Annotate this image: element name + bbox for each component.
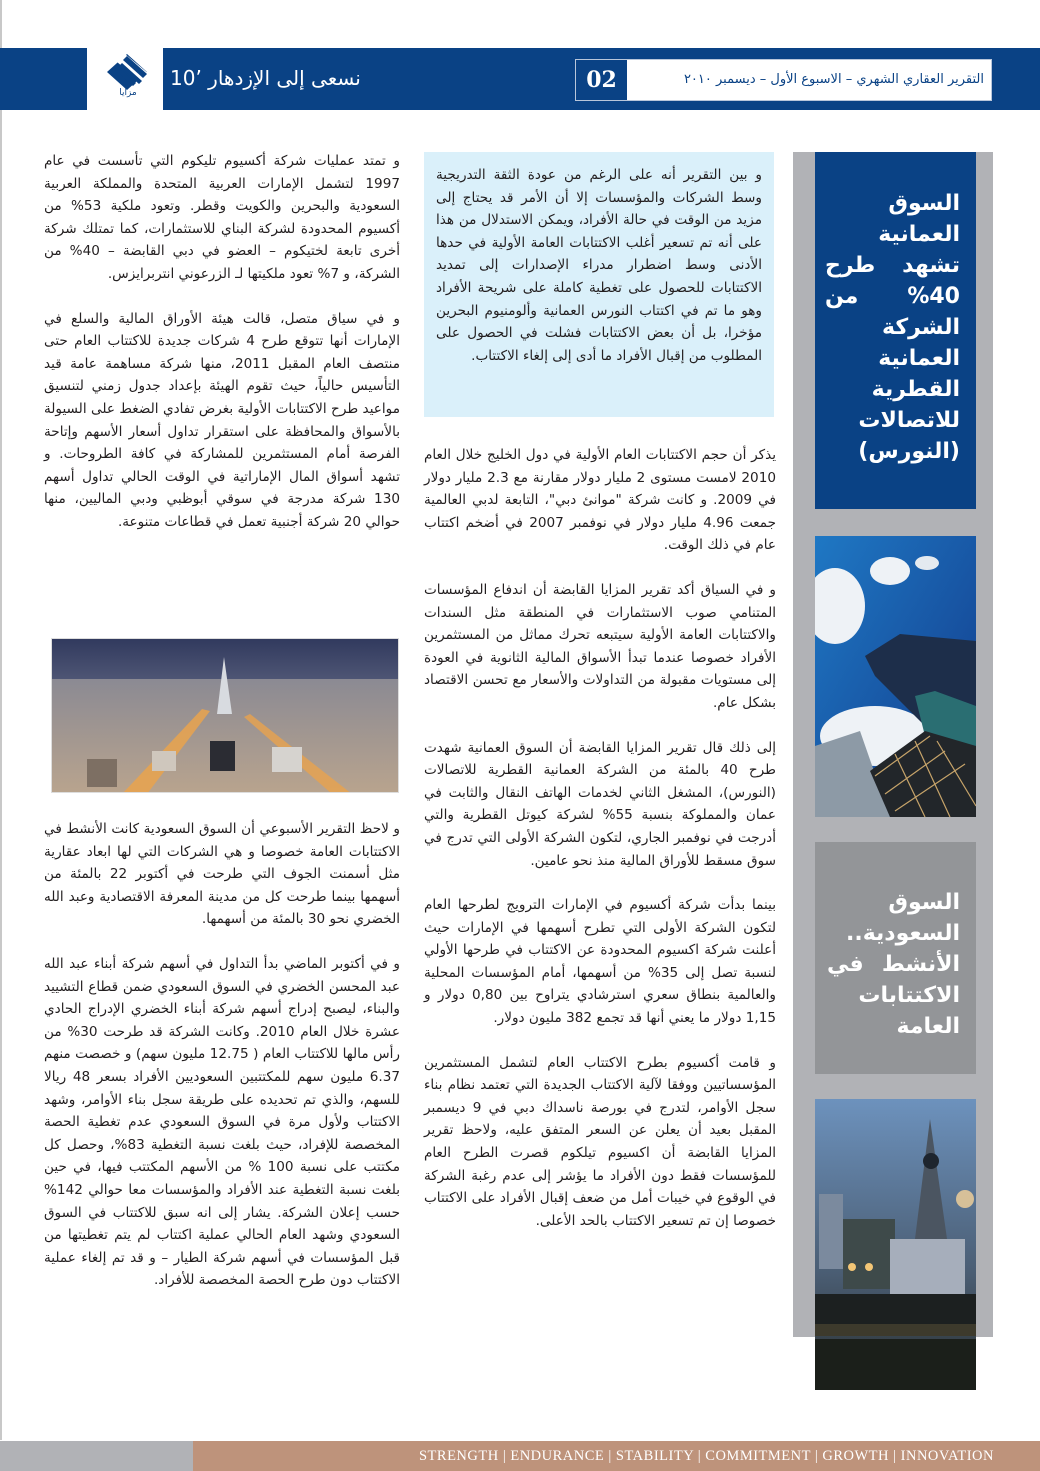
riyadh-aerial-photo — [51, 638, 399, 793]
left-article-column-lower — [44, 818, 400, 1314]
footer-values: STRENGTH | ENDURANCE | STABILITY | COMMITMENT | GROWTH | INNOVATION — [418, 1448, 994, 1464]
right-sidebar — [793, 152, 993, 1337]
skyscrapers-photo — [815, 536, 976, 817]
riyadh-skyline-image-icon — [815, 1099, 976, 1390]
pull-quote-oman — [815, 152, 976, 509]
header-slogan: نسعى إلى الإزدهار ’10 — [170, 66, 361, 90]
page-edge-rule — [0, 0, 2, 1440]
company-logo — [95, 48, 160, 110]
middle-article-column — [424, 444, 776, 1254]
article-paragraph: و قامت أكسيوم بطرح الاكتتاب العام لتشمل المستثمرين المؤسساتيين ووفقا لآلية الاكتتاب الجديدة التي تعتمد نظام بناء سجل الأوامر، لتدرج في بورصة ناسداك دبي في 9 ديسمبر المقبل بعيد أن يعلن عن السعر المتفق عليه، ولاحظ تقرير المزايا القابضة أن اكسيوم تيلكوم قصرت الطرح العام للمؤسسات فقط دون الأفراد ما يؤشر إلى عدم رغبة الشركة في الوقوع في خيبات أمل من ضعف إقبال الأفراد على الاكتتاب خصوصا إن تم تسعير الاكتتاب بالحد الأعلى. — [424, 1054, 777, 1229]
pull-quote-saudi — [815, 842, 976, 1074]
article-paragraph: و في سياق متصل، قالت هيئة الأوراق المالية والسلع في الإمارات أنها تتوقع طرح 4 شركات جديدة للاكتتاب العام حتى منتصف العام المقبل 2011، منها شركة مساهمة عامة قيد التأسيس حالياً، حيث تقوم الهيئة بإعداد جدول زمني لتنسيق مواعيد طرح الاكتتابات الأولية بغرض تفادي الضغط على السيولة بالأسواق والمحافظة على استقرار تداول أسعار الأسهم وإتاحة الفرصة أمام المستثمرين للمشاركة في كافة الطروحات. و تشهد أسواق المال الإماراتية في الوقت الحالي تداول أسهم 130 شركة مدرجة في سوقي أبوظبي ودبي الماليين، منها حوالي 20 شركة أجنبية تعمل في قطاعات متنوعة. — [44, 310, 400, 530]
header-left-block — [0, 48, 87, 110]
logo-chevron-icon — [103, 52, 151, 90]
article-paragraph: و في السياق أكد تقرير المزايا القابضة أن اندفاع المؤسسات المتنامي صوب الاستثمارات في المنطقة مثل السندات والاكتتابات العامة الأولية سيتبعه تحرك مماثل من المستثمرين الأفراد خصوصا عندما تبدأ الأسواق المالية الثانوية في العودة إلى مستويات مقبولة من التداولات والأسعار مع تحسن الاقتصاد بشكل عام. — [424, 581, 776, 711]
left-article-column — [44, 150, 400, 556]
highlight-callout: و بين التقرير أنه على الرغم من عودة الثقة التدريجية وسط الشركات والمؤسسات إلا أن الأمر قد يحتاج إلى مزيد من الوقت في حالة الأفراد، ويمكن الاستدلال من هذا على أنه تم تسعير أغلب الاكتتابات العامة الأولية في حدها الأدنى وسط اضطرار مدراء الإصدارات إلى تمديد الاكتتابات للحصول على تغطية كاملة على شريحة الأفراد وهو ما تم في اكتتاب النورس العمانية وألومنيوم البحرين مؤخرا، بل أن بعض الاكتتابات فشلت في الحصول على المطلوب من إقبال الأفراد ما أدى إلى إلغاء الاكتتاب. — [424, 152, 774, 417]
logo-wordmark: مزايا — [119, 88, 137, 98]
article-paragraph: و لاحظ التقرير الأسبوعي أن السوق السعودية كانت الأنشط في الاكتتابات العامة خصوصا و هي الشركات التي لها ابعاد عقارية مثل أسمنت الجوف التي طرحت في أكتوبر 22 بالمئة من أسهمها بينما طرحت كل من مدينة المعرفة الاقتصادية وعبد الله الخضري نحو 30 بالمئة من أسهمها. — [44, 821, 400, 928]
article-paragraph: و تمتد عمليات شركة أكسيوم تليكوم التي تأسست في عام 1997 لتشمل الإمارات العربية المتحدة والمملكة العربية السعودية والبحرين والكويت وقطر. وتعود ملكية 53% من أكسيوم المحدودة لشركة البناي للاستثمارات، كما تمتلك شركة أخرى تابعة لختيكوم – العضو في دبي القابضة – 40% من الشركة، و 7% تعود ملكيتها لـ الزرعوني انتربرايزس. — [44, 153, 400, 282]
pull-quote-text: السوق السعودية.. الأنشط في الاكتتابات العامة — [827, 890, 960, 1039]
skyscrapers-image-icon — [815, 536, 976, 817]
report-title: التقرير العقاري الشهري – الاسبوع الأول – ديسمبر ٢٠١٠ — [683, 72, 984, 87]
footer-band — [193, 1441, 1040, 1471]
article-paragraph: إلى ذلك قال تقرير المزايا القابضة أن السوق العمانية شهدت طرح 40 بالمئة من الشركة العمانية القطرية للاتصالات (النورس)، المشغل الثاني لخدمات الهاتف النقال والثابت في عمان والمملوكة بنسبة 55% لشركة كيوتل القطرية والتي أدرجت في نوفمبر الجاري، لتكون الشركة الأولى التي تدرج في سوق مسقط للأوراق المالية منذ نحو عامين. — [424, 739, 776, 869]
article-paragraph: يذكر أن حجم الاكتتابات العام الأولية في دول الخليج خلال العام 2010 لامست مستوى 2 مليار دولار مقارنة مع 2.3 مليار دولار في 2009. و كانت شركة "موانئ دبي"، التابعة لدبي العالمية جمعت 4.96 مليار دولار في نوفمبر 2007 في أضخم اكتتاب عام في ذلك الوقت. — [424, 447, 777, 554]
riyadh-night-photo — [815, 1099, 976, 1390]
pull-quote-text: السوق العمانية تشهد طرح 40% من الشركة العمانية القطرية للاتصالات (النورس) — [825, 191, 960, 464]
riyadh-aerial-image-icon — [52, 639, 399, 793]
report-title-box — [575, 59, 992, 101]
page-number: 02 — [576, 60, 627, 100]
article-paragraph: بينما بدأت شركة أكسيوم في الإمارات الترويج لطرحها العام لتكون الشركة الأولى التي تطرح أسهمها في الإمارات حيث أعلنت شركة اكسيوم المحدودة عن الاكتتاب في طرحها الأولي لنسبة تصل إلى 35% من أسهمها، أمام المؤسسات المحلية والعالمية بنطاق سعري استرشادي يتراوح بين 0,80 دولار و 1,15 دولار ما يعني أنها قد تجمع 382 مليون دولار. — [424, 897, 776, 1027]
article-paragraph: و في أكتوبر الماضي بدأ التداول في أسهم شركة أبناء عبد الله عبد المحسن الخضري في السوق السعودي ضمن قطاع التشييد والبناء، ليصبح إدراج أسهم شركة أبناء الخضري الإدراج الحادي عشرة خلال العام 2010. وكانت الشركة قد طرحت 30% من رأس مالها للاكتتاب العام ( 12.75 مليون سهم) و خصصت منهم 6.37 مليون سهم للمكتتبين السعوديين الأفراد بسعر 48 ريالا للسهم، والذي تم تحديده على طريقة سجل بناء الأوامر، وشهد الاكتتاب ولأول مرة في السوق السعودي عدم تغطية الحصة المخصصة للإفراد، حيث بلغت نسبة التغطية 83%، وحصل كل مكتتب على نسبة 100 % من الأسهم المكتتب فيها، في حين بلغت نسبة التغطية عند الأفراد والمؤسسات معا حوالي 142% حسب إعلان الشركة. يشار إلى انه سبق للاكتتاب في السوق السعودي وشهد العام الحالي عملية اكتتاب لم يتم تغطيتها من قبل المؤسسات في أسهم شركة الطيار – و قد تم إلغاء عملية الاكتتاب دون طرح الحصة المخصصة للأفراد. — [44, 955, 401, 1289]
footer-grey-block — [0, 1441, 193, 1471]
